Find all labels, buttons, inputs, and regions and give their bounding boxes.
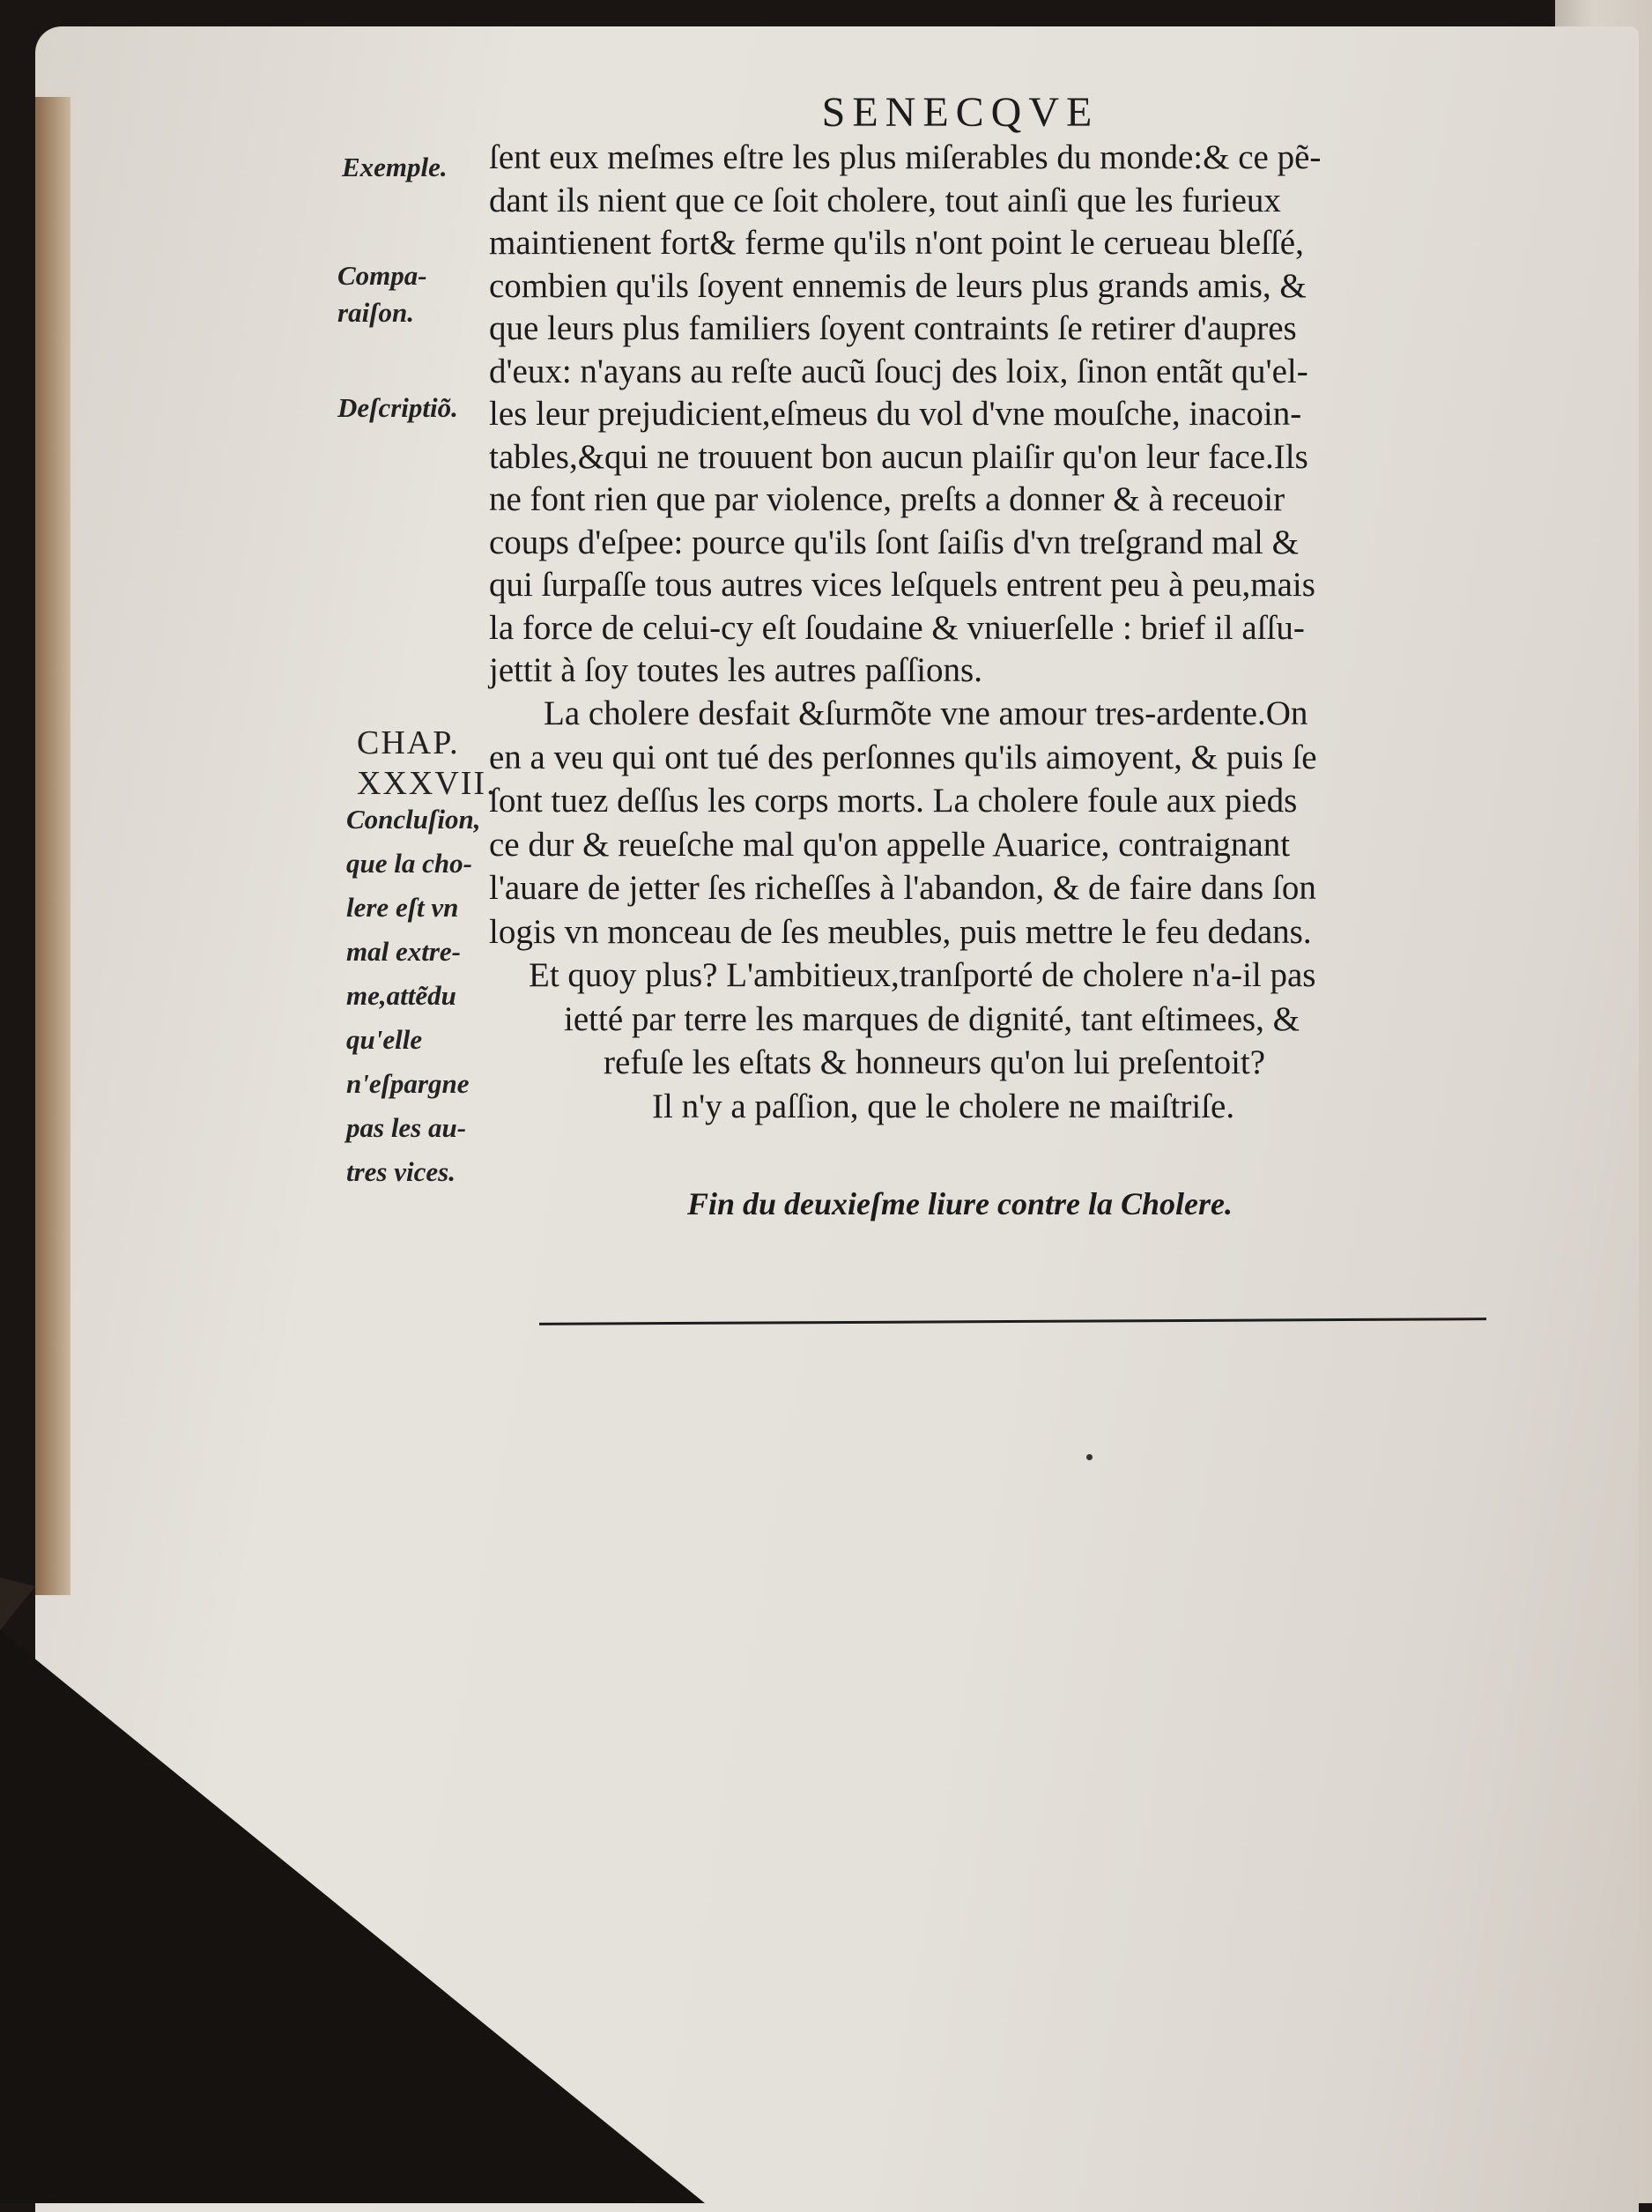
text-line: que leurs plus familiers ſoyent contraints ſe retirer d'aupres (489, 309, 1297, 347)
text-line: l'auare de jetter ſes richeſſes à l'abandon, & de faire dans ſon (489, 869, 1316, 907)
page-fore-edge (35, 97, 70, 1595)
text-line: tables,&qui ne trouuent bon aucun plaiſir qu'on leur face.Ils (489, 437, 1308, 476)
text-line: refuſe les eſtats & honneurs qu'on lui preſentoit? (604, 1043, 1266, 1081)
margin-note-line: que la cho- (346, 848, 472, 879)
margin-note-comparaison (337, 257, 514, 331)
paragraph-2 (489, 692, 1485, 1128)
text-line: jettit à ſoy toutes les autres paſſions. (489, 651, 982, 689)
text-line: maintienent fort& ferme qu'ils n'ont point le cerueau bleſſé, (489, 224, 1304, 262)
text-line: ne font rien que par violence, preſts a donner & à receuoir (489, 480, 1285, 518)
margin-note-line: Concluſion, (346, 804, 481, 835)
text-line: la force de celui-cy eſt ſoudaine & vniuerſelle : brief il aſſu- (489, 608, 1305, 647)
text-line: Et quoy plus? L'ambitieux,tranſporté de cholere n'a-il pas (529, 956, 1316, 994)
margin-note-exemple: Exemple. (342, 152, 448, 182)
margin-note-line: pas les au- (346, 1112, 467, 1143)
margin-note-line: me,attẽdu (346, 980, 456, 1011)
text-line: d'eux: n'ayans au reſte aucũ ſoucj des loix, ſinon entãt qu'el- (489, 352, 1308, 390)
margin-note-line: qu'elle (346, 1024, 423, 1055)
margin-note-line: Compa- (337, 260, 427, 291)
text-line: qui ſurpaſſe tous autres vices leſquels entrent peu à peu,mais (489, 566, 1315, 604)
margin-note-line: mal extre- (346, 936, 461, 967)
margin-note-line: tres vices. (346, 1156, 456, 1187)
finis-line: Fin du deuxieſme liure contre la Cholere. (687, 1186, 1233, 1221)
chapter-number: XXXVII. (357, 765, 497, 802)
text-line: ſont tuez deſſus les corps morts. La cholere foule aux pieds (489, 782, 1298, 820)
text-line: les leur prejudicient,eſmeus du vol d'vne mouſche, inacoin- (489, 395, 1302, 433)
text-line: logis vn monceau de ſes meubles, puis mettre le feu dedans. (489, 912, 1312, 951)
margin-note-line: lere eſt vn (346, 892, 459, 923)
text-line: Il n'y a paſſion, que le cholere ne maiſtriſe. (652, 1087, 1235, 1125)
text-line: combien qu'ils ſoyent ennemis de leurs plus grands amis, & (489, 266, 1307, 305)
chapter-label: CHAP. (357, 724, 460, 761)
margin-note-description: Deſcriptiõ. (337, 392, 458, 423)
margin-note-line: raiſon. (337, 297, 414, 328)
paragraph-1 (489, 137, 1485, 693)
text-line: ce dur & reueſche mal qu'on appelle Auarice, contraignant (489, 825, 1291, 864)
margin-note-line: n'eſpargne (346, 1068, 470, 1099)
text-line: dant ils nient que ce ſoit cholere, tout ainſi que les furieux (489, 181, 1281, 219)
text-line: en a veu qui ont tué des perſonnes qu'ils aimoyent, & puis ſe (489, 738, 1317, 776)
running-head: SENECQVE (821, 89, 1100, 136)
ink-dot (1086, 1454, 1093, 1460)
text-line: ietté par terre les marques de dignité, tant eſtimees, & (564, 999, 1300, 1038)
text-line: La cholere desfait &ſurmõte vne amour tres-ardente.On (544, 694, 1308, 732)
text-line: ſent eux meſmes eſtre les plus miſerables du monde:& ce pẽ- (489, 138, 1322, 176)
text-line: coups d'eſpee: pource qu'ils ſont ſaiſis d'vn treſgrand mal & (489, 523, 1299, 561)
